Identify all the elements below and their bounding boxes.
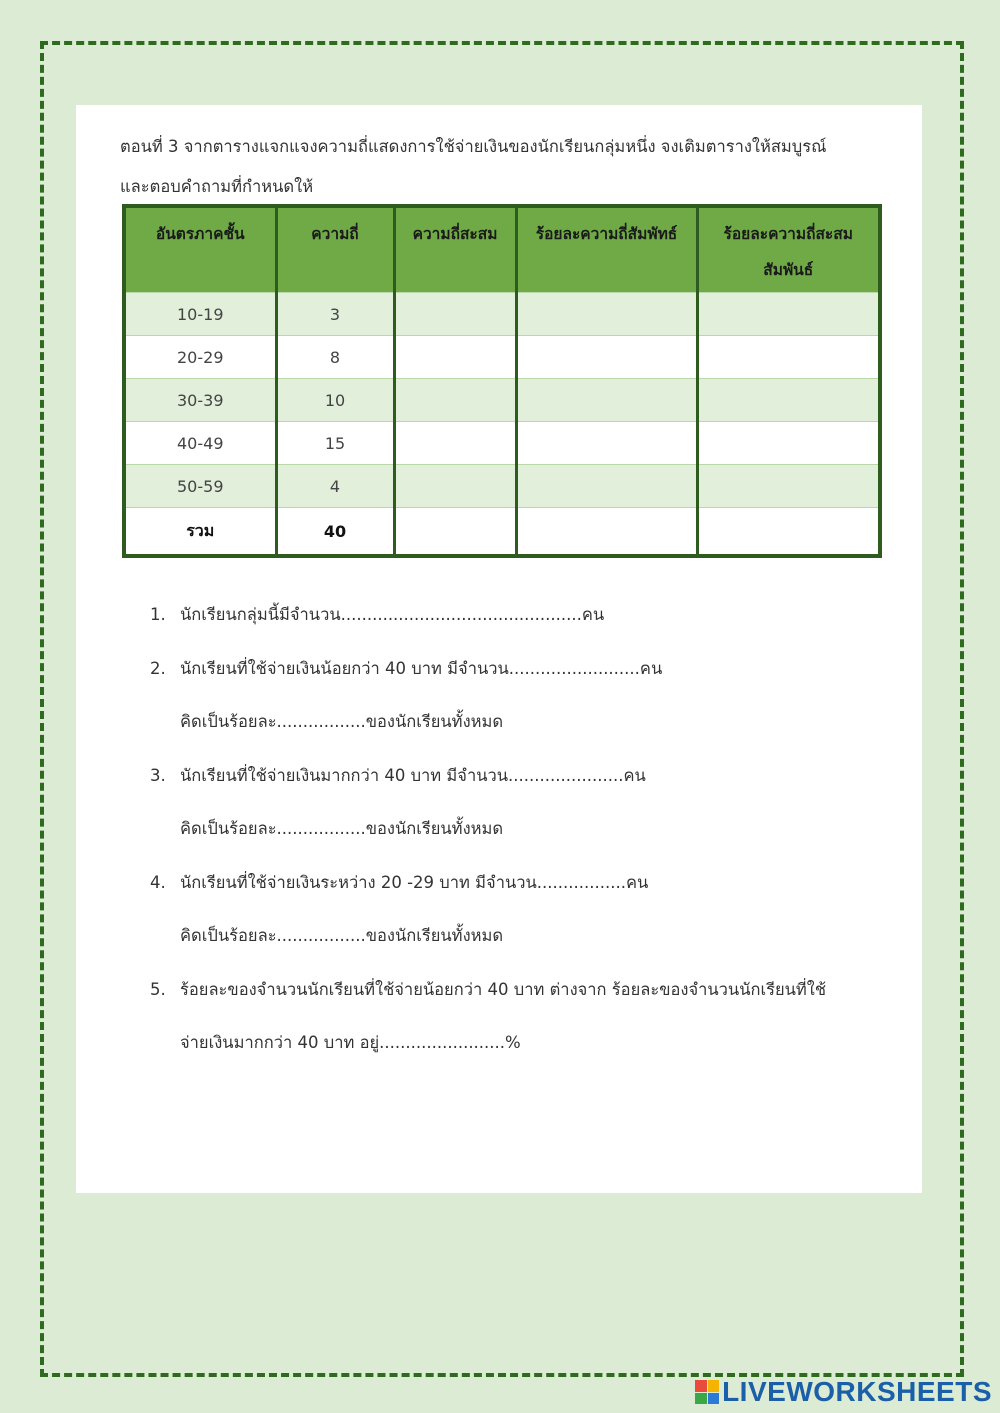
interval-cell: 20-29 [124,336,276,379]
table-header-row [124,206,880,293]
frequency-cell: 10 [276,379,394,422]
interval-cell: 40-49 [124,422,276,465]
relative-percent-answer-cell[interactable] [516,293,697,336]
frequency-cell: 8 [276,336,394,379]
table-total-row [124,508,880,557]
liveworksheets-logo [695,1377,992,1407]
relative-percent-answer-cell[interactable] [516,465,697,508]
cumulative-answer-cell[interactable] [394,293,516,336]
table-row [124,336,880,379]
frequency-table [122,204,882,558]
header-cumulative-frequency: ความถี่สะสม [394,206,516,293]
question-text: ร้อยละของจำนวนนักเรียนที่ใช้จ่ายน้อยกว่า 40 บาท ต่างจาก ร้อยละของจำนวนนักเรียนที่ใช้ [180,979,827,999]
cumulative-answer-cell[interactable] [394,465,516,508]
question-text[interactable]: นักเรียนกลุ่มนี้มีจำนวน..............................................คน [180,605,605,624]
cumulative-answer-cell[interactable] [394,422,516,465]
question-4-sub[interactable]: คิดเป็นร้อยละ.................ของนักเรียนทั้งหมด [180,926,504,945]
table-row [124,293,880,336]
question-text[interactable]: นักเรียนที่ใช้จ่ายเงินระหว่าง 20 -29 บาท มีจำนวน.................คน [180,872,649,892]
total-cumulative-answer-cell[interactable] [394,508,516,557]
relative-percent-answer-cell[interactable] [516,379,697,422]
total-cumulative-percent-answer-cell[interactable] [697,508,880,557]
question-number: 3. [150,765,166,785]
question-number: 5. [150,979,166,999]
question-number: 4. [150,872,166,892]
table-row [124,422,880,465]
question-5 [150,970,890,1024]
interval-cell: 30-39 [124,379,276,422]
question-4 [150,863,890,917]
cumulative-percent-answer-cell[interactable] [697,293,880,336]
instruction-line-2: และตอบคำถามที่กำหนดให้ [120,177,314,196]
interval-cell: 10-19 [124,293,276,336]
instructions [120,127,890,207]
relative-percent-answer-cell[interactable] [516,422,697,465]
worksheet-page [76,105,922,1193]
cumulative-percent-answer-cell[interactable] [697,379,880,422]
frequency-cell: 15 [276,422,394,465]
question-3-sub[interactable]: คิดเป็นร้อยละ.................ของนักเรียนทั้งหมด [180,819,504,838]
question-number: 2. [150,658,166,678]
interval-cell: 50-59 [124,465,276,508]
frequency-cell: 3 [276,293,394,336]
header-interval: อันตรภาคชั้น [124,206,276,293]
total-value: 40 [276,508,394,557]
logo-text: LIVEWORKSHEETS [722,1376,992,1407]
header-frequency: ความถี่ [276,206,394,293]
frequency-cell: 4 [276,465,394,508]
question-1 [150,595,890,649]
question-text[interactable]: นักเรียนที่ใช้จ่ายเงินมากกว่า 40 บาท มีจำนวน......................คน [180,765,646,785]
cumulative-percent-answer-cell[interactable] [697,465,880,508]
cumulative-percent-answer-cell[interactable] [697,422,880,465]
table-row [124,465,880,508]
question-3 [150,756,890,810]
instruction-line-1: ตอนที่ 3 จากตารางแจกแจงความถี่แสดงการใช้จ่ายเงินของนักเรียนกลุ่มหนึ่ง จงเติมตารางให้สมบูรณ์ [120,137,827,156]
question-2 [150,649,890,703]
question-5-sub[interactable]: จ่ายเงินมากกว่า 40 บาท อยู่........................% [180,1033,521,1052]
question-list [150,595,890,1077]
logo-blocks-icon [695,1380,719,1404]
header-cumulative-relative-percent: ร้อยละความถี่สะสมสัมพันธ์ [697,206,880,293]
header-relative-frequency-percent: ร้อยละความถี่สัมพัทธ์ [516,206,697,293]
question-text[interactable]: นักเรียนที่ใช้จ่ายเงินน้อยกว่า 40 บาท มีจำนวน.........................คน [180,658,663,678]
total-label: รวม [124,508,276,557]
question-2-sub[interactable]: คิดเป็นร้อยละ.................ของนักเรียนทั้งหมด [180,712,504,731]
cumulative-answer-cell[interactable] [394,379,516,422]
table-row [124,379,880,422]
relative-percent-answer-cell[interactable] [516,336,697,379]
cumulative-percent-answer-cell[interactable] [697,336,880,379]
total-relative-percent-answer-cell[interactable] [516,508,697,557]
cumulative-answer-cell[interactable] [394,336,516,379]
question-number: 1. [150,605,166,624]
